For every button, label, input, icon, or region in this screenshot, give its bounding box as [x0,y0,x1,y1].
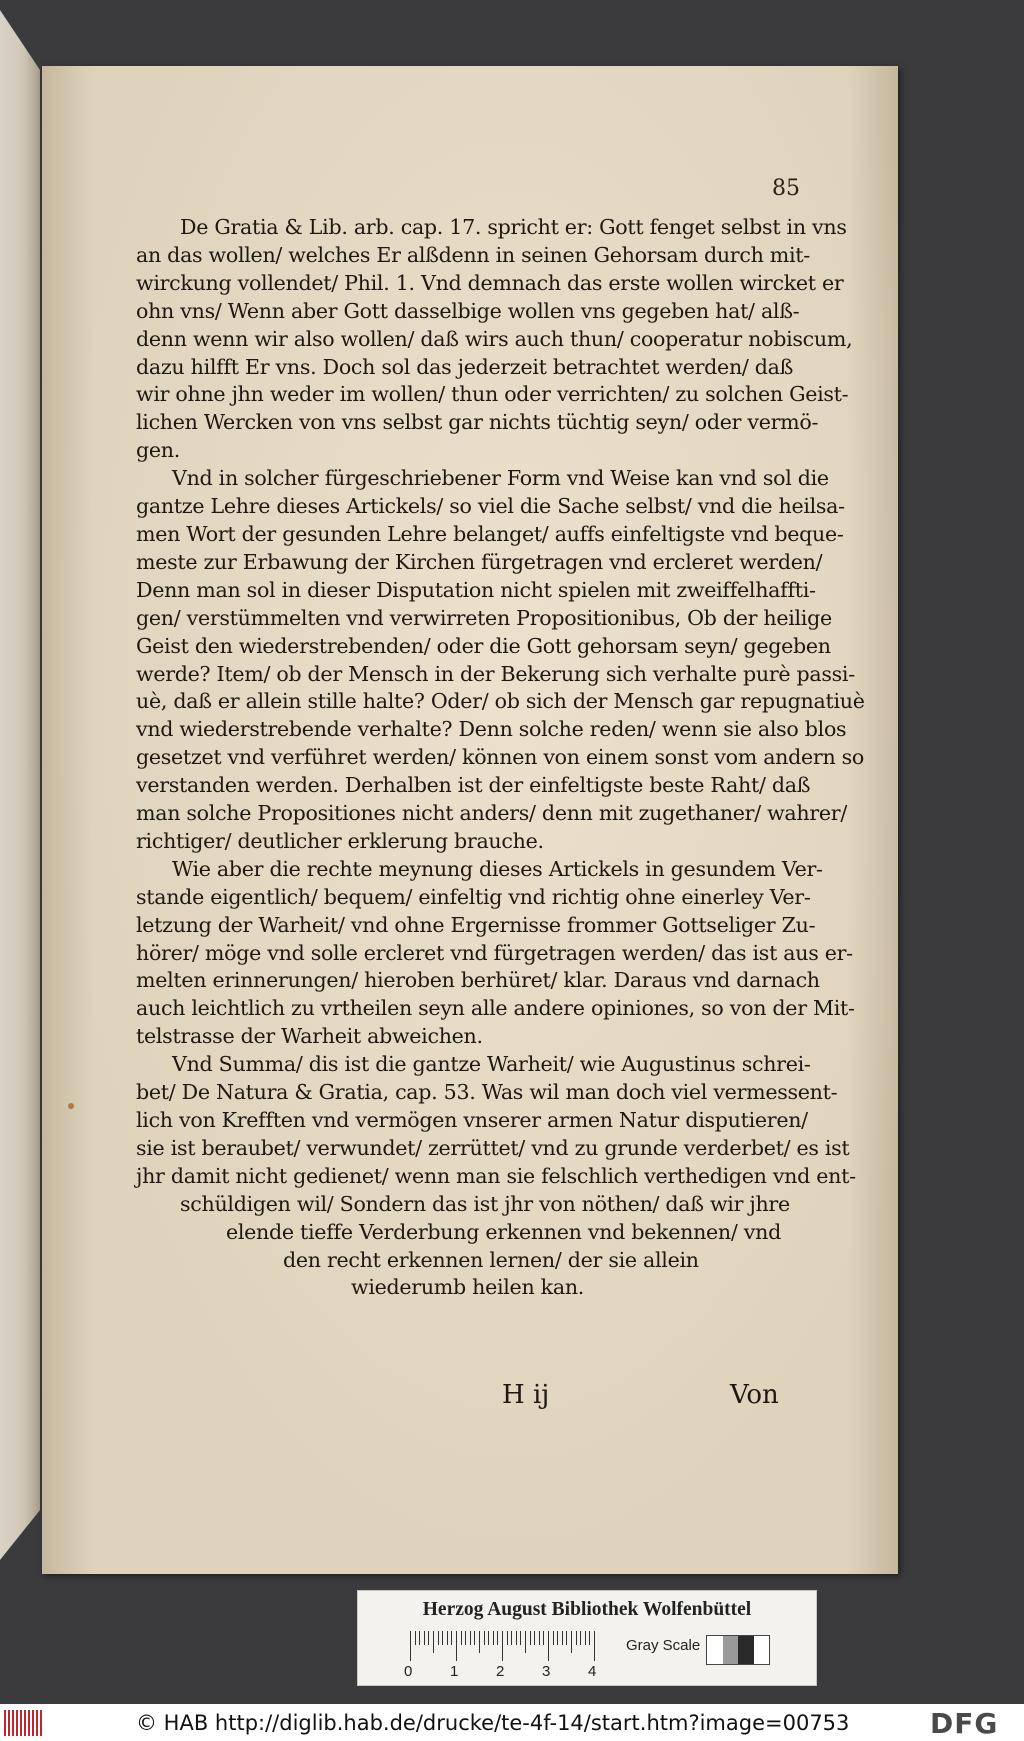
text-line: gen/ verstümmelten vnd verwirreten Propositionibus, Ob der heilige [136,605,832,630]
footer-bar [0,1704,1024,1741]
text-line: jhr damit nicht gedienet/ wenn man sie felschlich verthedigen vnd ent- [136,1163,856,1188]
text-line: sie ist beraubet/ verwundet/ zerrüttet/ vnd zu grunde verderbet/ es ist [136,1135,850,1160]
text-line: schüldigen wil/ Sondern das ist jhr von nöthen/ daß wir jhre [180,1191,790,1216]
previous-page-edge [0,10,40,1560]
page-text [136,214,865,1302]
text-line: uè, daß er allein stille halte? Oder/ ob sich der Mensch gar repugnatiuè [136,689,865,714]
text-line: Wie aber die rechte meynung dieses Artickels in gesundem Ver- [172,856,823,881]
text-line: melten erinnerungen/ hieroben berhüret/ klar. Daraus vnd darnach [136,968,820,993]
ruler-tick [553,1631,554,1645]
ruler-tick [548,1631,549,1661]
ruler-tick [594,1631,595,1661]
text-line: Vnd in solcher fürgeschriebener Form vnd Weise kan vnd sol die [172,466,829,491]
ruler-tick [497,1631,498,1645]
ruler-tick [525,1631,526,1653]
text-line: bet/ De Natura & Gratia, cap. 53. Was wil man doch viel vermessent- [136,1080,838,1105]
ruler-tick [543,1631,544,1645]
ruler-tick [419,1631,420,1645]
book-page [42,66,898,1574]
text-line: De Gratia & Lib. arb. cap. 17. spricht er: Gott fenget selbst in vns [180,215,847,239]
gray-swatch [723,1636,739,1664]
ruler-tick [516,1631,517,1645]
ruler-tick [424,1631,425,1645]
ruler-tick [474,1631,475,1645]
ruler-tick [451,1631,452,1645]
ruler-tick [539,1631,540,1645]
text-line: gen. [136,438,180,463]
ruler-label: 2 [496,1663,505,1680]
text-line: Vnd Summa/ dis ist die gantze Warheit/ wie Augustinus schrei- [172,1052,811,1077]
text-line: Denn man sol in dieser Disputation nicht spielen mit zweiffelhaffti- [136,577,816,602]
text-line: richtiger/ deutlicher erklerung brauche. [136,828,544,853]
text-line: denn wenn wir also wollen/ daß wirs auch thun/ cooperatur nobiscum, [136,326,853,351]
barcode-icon [4,1710,44,1736]
ruler-tick [580,1631,581,1645]
text-line: gesetzet vnd verführet werden/ können von einem sonst vom andern so [136,745,865,770]
ruler-tick [511,1631,512,1645]
ruler-tick [442,1631,443,1645]
ruler-tick [433,1631,434,1653]
ruler-tick [484,1631,485,1645]
ruler-label: 0 [404,1663,413,1680]
ruler-tick [479,1631,480,1653]
color-target-card [357,1590,817,1686]
text-line: auch leichtlich zu vrtheilen seyn alle andere opiniones, so von der Mit- [136,996,855,1021]
library-name: Herzog August Bibliothek Wolfenbüttel [422,1599,752,1620]
ruler-tick [557,1631,558,1645]
ruler-tick [465,1631,466,1645]
ruler-tick [438,1631,439,1645]
gray-swatch [738,1636,754,1664]
text-line: werde? Item/ ob der Mensch in der Bekerung sich verhalte purè passi- [136,661,855,686]
text-line: gantze Lehre dieses Artickels/ so viel die Sache selbst/ vnd die heilsa- [136,494,845,519]
text-line: lich von Krefften vnd vermögen vnserer armen Natur disputieren/ [136,1108,808,1132]
text-line: wir ohne jhn weder im wollen/ thun oder verrichten/ zu solchen Geist- [136,382,849,407]
ruler-tick [488,1631,489,1645]
text-line: meste zur Erbawung der Kirchen fürgetragen vnd ercleret werden/ [136,549,823,574]
ruler-tick [456,1631,457,1661]
text-line: telstrasse der Warheit abweichen. [136,1024,483,1049]
ink-spot [68,1103,74,1109]
text-line: an das wollen/ welches Er alßdenn in seinen Gehorsam durch mit- [136,242,810,267]
ruler-tick [562,1631,563,1645]
text-line: wirckung vollendet/ Phil. 1. Vnd demnach das erste wollen wircket er [136,270,844,295]
ruler-tick [520,1631,521,1645]
signature-mark: H ij [502,1380,550,1410]
ruler-labels [404,1663,604,1683]
text-line: letzung der Warheit/ vnd ohne Ergernisse frommer Gottseliger Zu- [136,912,816,937]
page-footer [136,1380,806,1420]
ruler-tick [585,1631,586,1645]
ruler-tick [571,1631,572,1653]
gray-swatch [754,1636,770,1664]
gray-scale-label: Gray Scale [626,1637,701,1654]
dfg-logo: DFG [930,1707,999,1740]
gray-scale-swatches [706,1635,770,1665]
ruler-tick [493,1631,494,1645]
ruler-tick [470,1631,471,1645]
ruler-tick [461,1631,462,1645]
ruler-tick [428,1631,429,1645]
ruler-label: 1 [450,1663,459,1680]
text-line: verstanden werden. Derhalben ist der einfeltigste beste Raht/ daß [136,773,811,798]
ruler-tick [589,1631,590,1645]
copyright-link[interactable]: © HAB http://diglib.hab.de/drucke/te-4f-14/start.htm?image=00753 [136,1711,850,1735]
text-line: dazu hilfft Er vns. Doch sol das jederzeit betrachtet werden/ daß [136,354,794,379]
catchword: Von [730,1380,779,1410]
text-line: men Wort der gesunden Lehre belanget/ auffs einfeltigste vnd beque- [136,521,844,546]
ruler-tick [447,1631,448,1645]
ruler-label: 3 [542,1663,551,1680]
text-line: lichen Wercken von vns selbst gar nichts tüchtig seyn/ oder vermö- [136,410,819,435]
ruler-tick [415,1631,416,1645]
page-number: 85 [772,176,800,201]
ruler-tick [576,1631,577,1645]
text-line: Geist den wiederstrebenden/ oder die Gott gehorsam seyn/ gegeben [136,633,831,658]
ruler-label: 4 [588,1663,597,1680]
ruler-tick [507,1631,508,1645]
text-line: den recht erkennen lernen/ der sie allein [283,1247,699,1272]
text-line: vnd wiederstrebende verhalte? Denn solche reden/ wenn sie also blos [136,717,847,742]
scale-ruler [410,1631,600,1665]
text-line: man solche Propositiones nicht anders/ denn mit zugethaner/ wahrer/ [136,801,847,826]
ruler-tick [534,1631,535,1645]
ruler-tick [502,1631,503,1661]
text-line: stande eigentlich/ bequem/ einfeltig vnd richtig ohne einerley Ver- [136,884,811,909]
text-line: hörer/ möge vnd solle ercleret vnd fürgetragen werden/ das ist aus er- [136,940,853,965]
text-line: ohn vns/ Wenn aber Gott dasselbige wollen vns gegeben hat/ alß- [136,298,800,323]
ruler-tick [530,1631,531,1645]
gray-swatch [707,1636,723,1664]
text-line: wiederumb heilen kan. [351,1275,585,1300]
ruler-tick [566,1631,567,1645]
text-line: elende tieffe Verderbung erkennen vnd bekennen/ vnd [226,1219,781,1244]
ruler-tick [410,1631,411,1661]
